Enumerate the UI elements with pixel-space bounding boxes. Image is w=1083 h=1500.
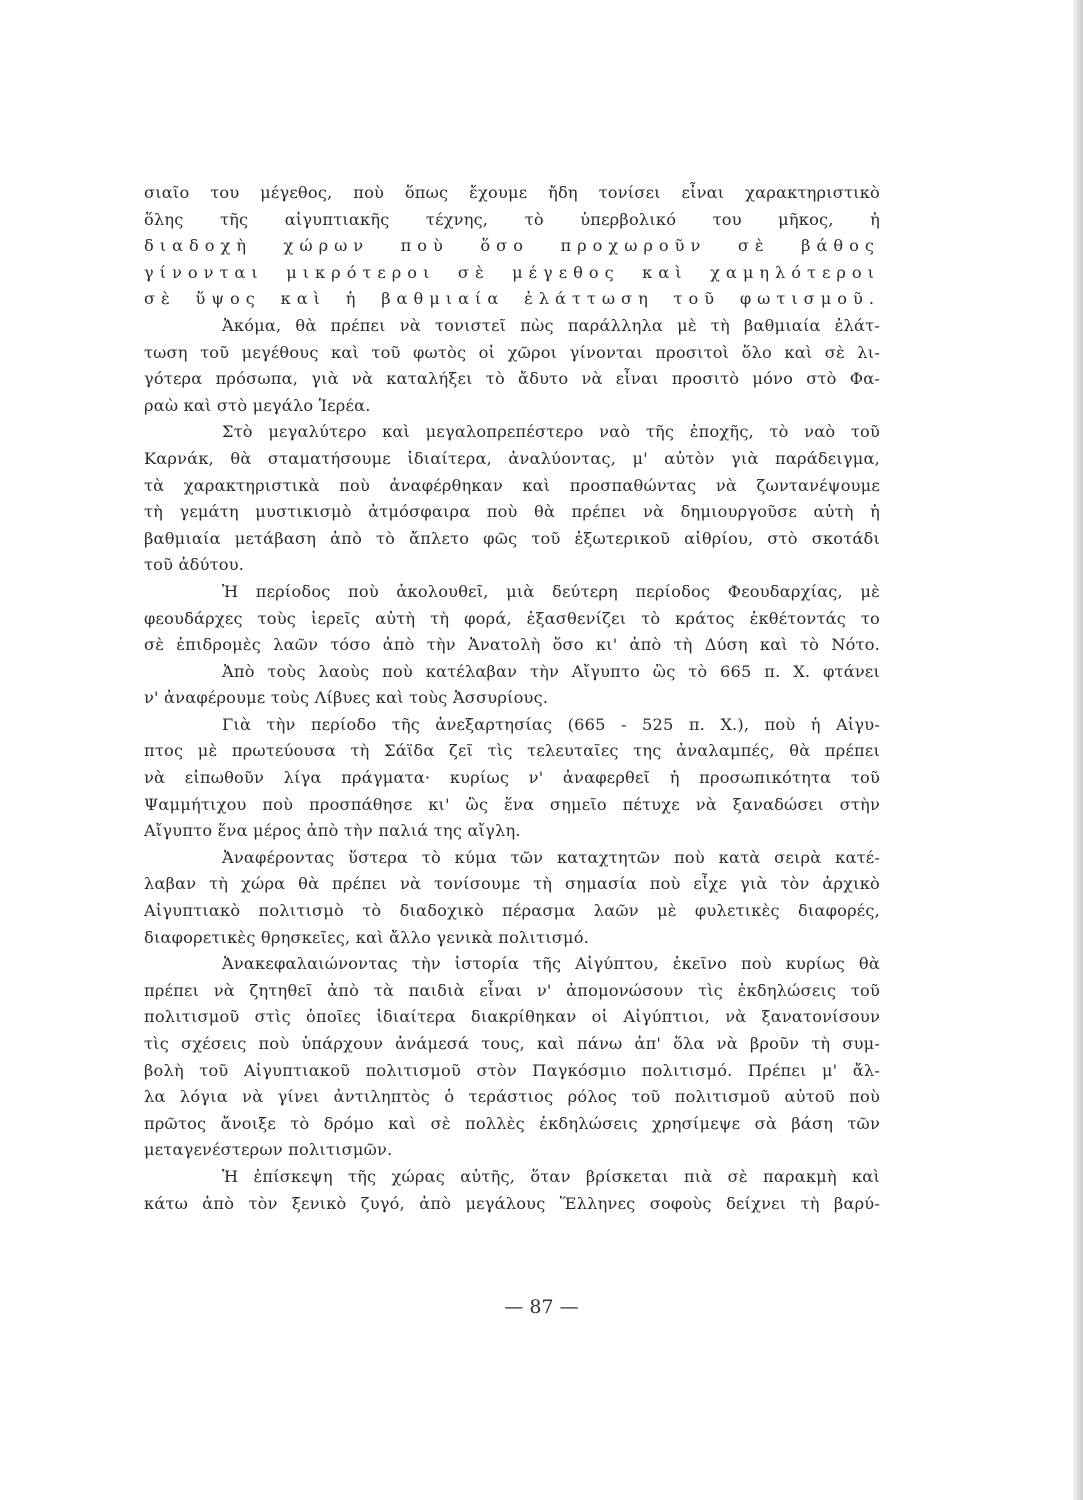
text-line: Ἀνακεφαλαιώνοντας τὴν ἱστορία τῆς Αἰγύπτου, ἐκεῖνο ποὺ κυρίως θὰ: [222, 954, 880, 974]
text-line: πρῶτος ἄνοιξε τὸ δρόμο καὶ σὲ πολλὲς ἐκδηλώσεις χρησίμεψε σὰ βάση τῶν: [144, 1113, 880, 1133]
body-text: [144, 180, 880, 1217]
text-line: τὶς σχέσεις ποὺ ὑπάρχουν ἀνάμεσά τους, καὶ πάνω ἀπ' ὅλα νὰ βροῦν τὴ συμ-: [144, 1034, 880, 1053]
text-line: τὰ χαρακτηριστικὰ ποὺ ἀναφέρθηκαν καὶ προσπαθώντας νὰ ζωντανέψουμε: [144, 475, 880, 495]
text-line: Ἀπὸ τοὺς λαοὺς ποὺ κατέλαβαν τὴν Αἴγυπτο ὣς τὸ 665 π. Χ. φτάνει: [222, 661, 880, 681]
text-line: κάτω ἀπὸ τὸν ξενικὸ ζυγό, ἀπὸ μεγάλους Ἕλληνες σοφοὺς δείχνει τὴ βαρύ-: [144, 1193, 880, 1213]
text-line: μεταγενέστερων πολιτισμῶν.: [144, 1140, 393, 1160]
text-line: τωση τοῦ μεγέθους καὶ τοῦ φωτὸς οἱ χῶροι γίνονται προσιτοὶ ὅλο καὶ σὲ λι-: [144, 342, 880, 362]
text-line: λαβαν τὴ χώρα θὰ πρέπει νὰ τονίσουμε τὴ σημασία ποὺ εἶχε γιὰ τὸν ἀρχικὸ: [144, 874, 880, 894]
page-number: — 87 —: [504, 1296, 579, 1318]
text-line: ὅλης τῆς αἰγυπτιακῆς τέχνης, τὸ ὑπερβολικό του μῆκος, ἡ: [144, 209, 880, 229]
text-line: λα λόγια νὰ γίνει ἀντιληπτὸς ὁ τεράστιος ρόλος τοῦ πολιτισμοῦ αὐτοῦ ποὺ: [144, 1087, 880, 1107]
text-line: Αἴγυπτο ἕνα μέρος ἀπὸ τὴν παλιά της αἴγλη.: [144, 821, 521, 841]
page-edge-shadow: [1073, 0, 1083, 1500]
text-line: Ἡ περίοδος ποὺ ἀκολουθεῖ, μιὰ δεύτερη περίοδος Φεουδαρχίας, μὲ: [222, 581, 880, 601]
text-line: πολιτισμοῦ στὶς ὁποῖες ἰδιαίτερα διακρίθηκαν οἱ Αἰγύπτιοι, νὰ ξανατονίσουν: [144, 1007, 880, 1027]
text-line: σιαῖο του μέγεθος, ποὺ ὅπως ἔχουμε ἤδη τονίσει εἶναι χαρακτηριστικὸ: [144, 183, 880, 202]
text-line: Γιὰ τὴν περίοδο τῆς ἀνεξαρτησίας (665 - 525 π. Χ.), ποὺ ἡ Αἰγυ-: [222, 714, 880, 734]
text-line: Στὸ μεγαλύτερο καὶ μεγαλοπρεπέστερο ναὸ τῆς ἐποχῆς, τὸ ναὸ τοῦ: [222, 422, 880, 442]
text-line: πτος μὲ πρωτεύουσα τὴ Σάϊδα ζεῖ τὶς τελευταῖες της ἀναλαμπές, θὰ πρέπει: [144, 741, 880, 761]
text-line: Αἰγυπτιακὸ πολιτισμὸ τὸ διαδοχικὸ πέρασμα λαῶν μὲ φυλετικὲς διαφορές,: [144, 901, 880, 921]
text-line: φεουδάρχες τοὺς ἱερεῖς αὐτὴ τὴ φορά, ἐξασθενίζει τὸ κράτος ἐκθέτοντάς το: [144, 608, 880, 628]
text-line: διαφορετικὲς θρησκεῖες, καὶ ἄλλο γενικὰ πολιτισμό.: [144, 927, 590, 947]
text-line: γότερα πρόσωπα, γιὰ νὰ καταλήξει τὸ ἄδυτο νὰ εἶναι προσιτὸ μόνο στὸ Φα-: [144, 369, 880, 389]
text-line: τὴ γεμάτη μυστικισμὸ ἀτμόσφαιρα ποὺ θὰ πρέπει νὰ δημιουργοῦσε αὐτὴ ἡ: [144, 502, 880, 522]
text-line: πρέπει νὰ ζητηθεῖ ἀπὸ τὰ παιδιὰ εἶναι ν' ἀπομονώσουν τὶς ἐκδηλώσεις τοῦ: [144, 980, 880, 1000]
text-line: Καρνάκ, θὰ σταματήσουμε ἰδιαίτερα, ἀναλύοντας, μ' αὐτὸν γιὰ παράδειγμα,: [144, 448, 880, 468]
text-line: Ἀκόμα, θὰ πρέπει νὰ τονιστεῖ πὼς παράλληλα μὲ τὴ βαθμιαία ἐλάτ-: [222, 315, 880, 335]
text-line: τοῦ ἀδύτου.: [144, 555, 245, 575]
text-line: νὰ εἰπωθοῦν λίγα πράγματα· κυρίως ν' ἀναφερθεῖ ἡ προσωπικότητα τοῦ: [144, 768, 880, 788]
text-line: Ἀναφέροντας ὕστερα τὸ κύμα τῶν καταχτητῶν ποὺ κατὰ σειρὰ κατέ-: [222, 847, 880, 867]
text-line: Ἡ ἐπίσκεψη τῆς χώρας αὐτῆς, ὅταν βρίσκεται πιὰ σὲ παρακμὴ καὶ: [222, 1166, 880, 1186]
text-line: γίνονται μικρότεροι σὲ μέγεθος καὶ χαμηλότεροι: [144, 262, 880, 282]
text-line: Ψαμμήτιχου ποὺ προσπάθησε κι' ὣς ἕνα σημεῖο πέτυχε νὰ ξαναδώσει στὴν: [144, 794, 880, 814]
text-line: σὲ ὕψος καὶ ἡ βαθμιαία ἐλάττωση τοῦ φωτισμοῦ.: [144, 289, 880, 309]
text-line: ν' ἀναφέρουμε τοὺς Λίβυες καὶ τοὺς Ἀσσυρίους.: [144, 688, 549, 708]
text-line: βολὴ τοῦ Αἰγυπτιακοῦ πολιτισμοῦ στὸν Παγκόσμιο πολιτισμό. Πρέπει μ' ἄλ-: [144, 1060, 880, 1080]
text-line: σὲ ἐπιδρομὲς λαῶν τόσο ἀπὸ τὴν Ἀνατολὴ ὅσο κι' ἀπὸ τὴ Δύση καὶ τὸ Νότο.: [144, 635, 880, 655]
text-line: ραὼ καὶ στὸ μεγάλο Ἱερέα.: [144, 395, 371, 415]
text-line: διαδοχὴ χώρων ποὺ ὅσο προχωροῦν σὲ βάθος: [144, 236, 880, 256]
text-line: βαθμιαία μετάβαση ἀπὸ τὸ ἄπλετο φῶς τοῦ ἐξωτερικοῦ αἰθρίου, στὸ σκοτάδι: [144, 528, 880, 548]
